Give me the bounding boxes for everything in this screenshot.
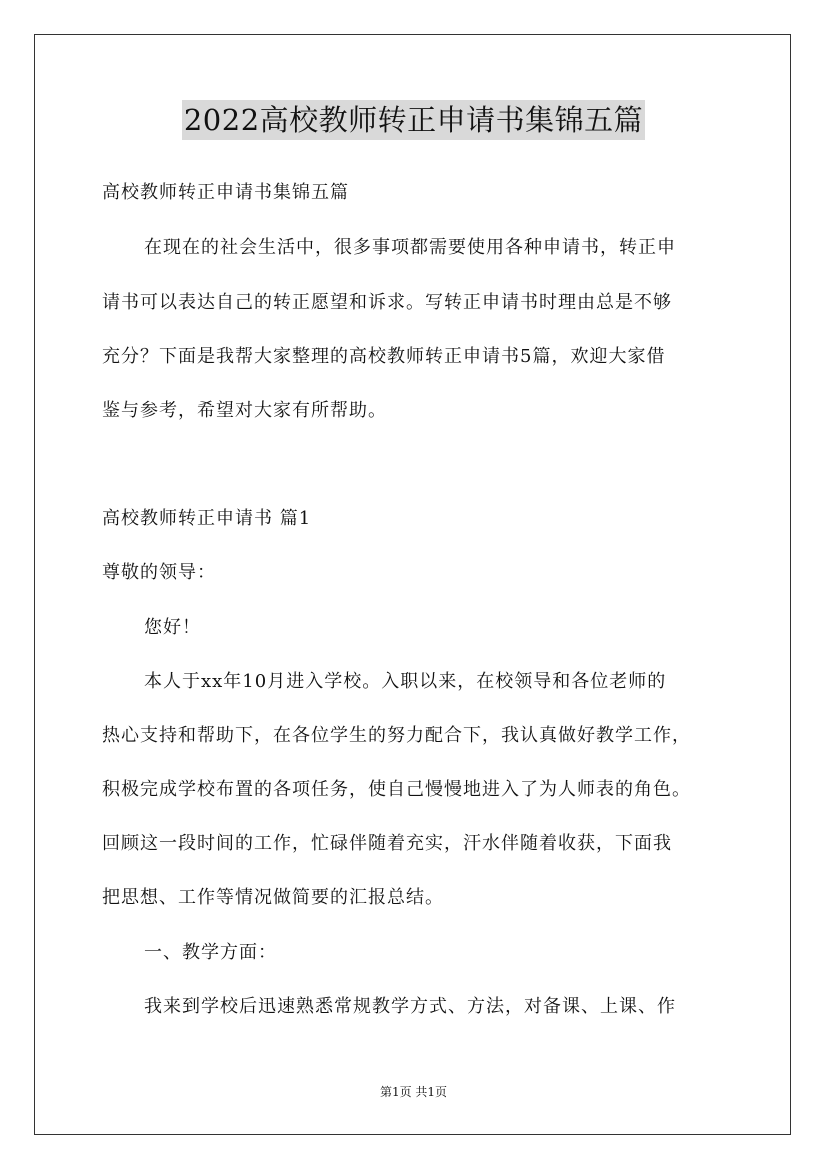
document-subtitle: 高校教师转正申请书集锦五篇 <box>102 182 349 203</box>
page-footer: 第1页 共1页 <box>379 1085 448 1099</box>
intro-line: 在现在的社会生活中，很多事项都需要使用各种申请书，转正申 <box>144 237 676 258</box>
body-line: 我来到学校后迅速熟悉常规教学方式、方法，对备课、上课、作 <box>144 996 676 1017</box>
salutation: 尊敬的领导： <box>102 562 216 583</box>
body-line: 热心支持和帮助下，在各位学生的努力配合下，我认真做好教学工作， <box>102 725 691 746</box>
document-title: 2022高校教师转正申请书集锦五篇 <box>182 100 645 140</box>
greeting: 您好！ <box>144 617 201 638</box>
body-line: 本人于xx年10月进入学校。入职以来，在校领导和各位老师的 <box>144 671 667 692</box>
intro-line: 充分？下面是我帮大家整理的高校教师转正申请书5篇，欢迎大家借 <box>102 346 666 367</box>
body-line: 积极完成学校布置的各项任务，使自己慢慢地进入了为人师表的角色。 <box>102 779 691 800</box>
subheading: 一、教学方面： <box>144 942 277 963</box>
intro-line: 请书可以表达自己的转正愿望和诉求。写转正申请书时理由总是不够 <box>102 292 672 313</box>
body-line: 回顾这一段时间的工作，忙碌伴随着充实，汗水伴随着收获，下面我 <box>102 833 672 854</box>
section-heading: 高校教师转正申请书 篇1 <box>102 508 312 529</box>
body-line: 把思想、工作等情况做简要的汇报总结。 <box>102 887 444 908</box>
title-wrap <box>0 100 827 140</box>
intro-line: 鉴与参考，希望对大家有所帮助。 <box>102 400 387 421</box>
